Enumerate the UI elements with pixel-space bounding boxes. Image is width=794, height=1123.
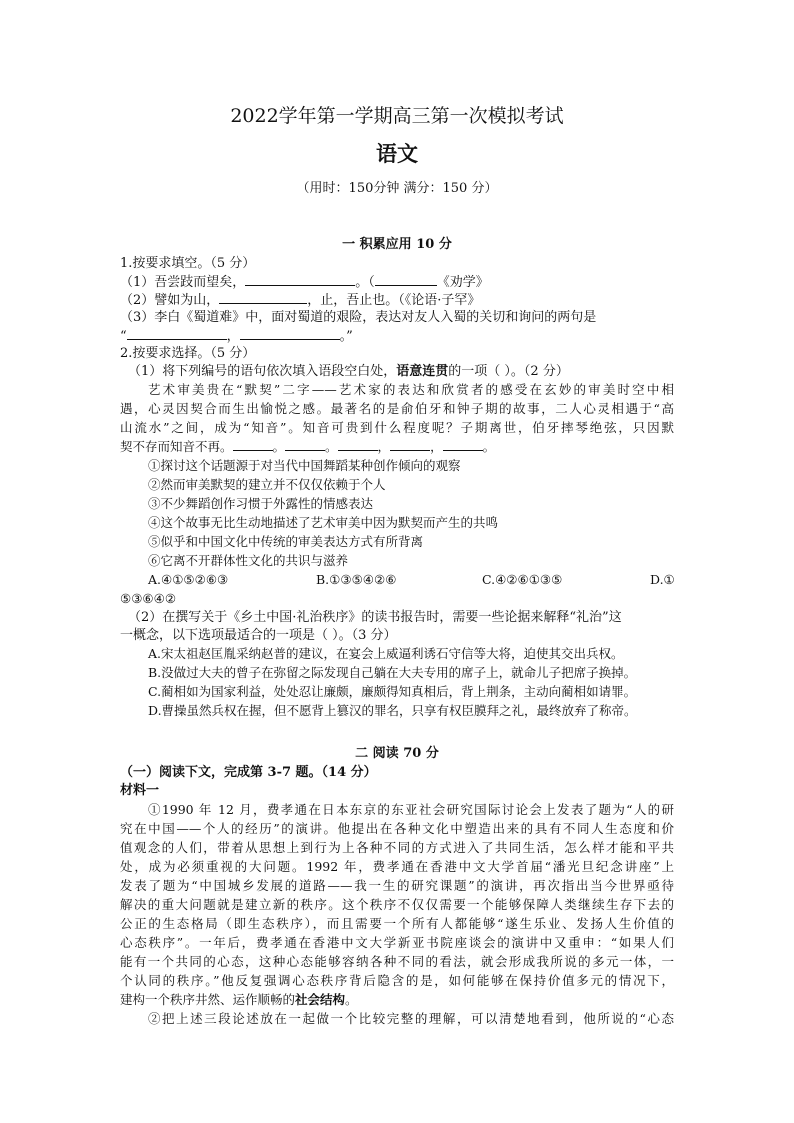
passage-blank-2[interactable] [285,438,325,451]
option-3: ③不少舞蹈创作习惯于外露性的情感表达 [148,496,374,511]
passage-blank-1[interactable] [233,438,273,451]
passage-blank-3[interactable] [338,438,378,451]
para2-line-1: ②把上述三段论述放在一起做一个比较完整的理解，可以清楚地看到，他所说的“心态 [148,1011,674,1026]
para1-last-emph: 社会结构 [295,992,346,1007]
q1a-source: 《劝学》 [436,275,489,290]
option-1: ①探讨这个话题源于对当代中国舞蹈某种创作倾向的观察 [148,458,461,473]
passage-line-1: 艺术审美贵在“默契”二字——艺术家的表达和欣赏者的感受在玄妙的审美时空中相 [148,382,674,397]
passage-text-4: 契不存而知音不再。 [120,439,233,454]
q1a-blank-2[interactable] [375,273,437,286]
para1-line-9: 能有一个共同的心态，这种心态能够容纳各种不同的看法，就会形成我所说的多元一体，一 [120,954,674,969]
q1-line-b [120,291,674,310]
para1-line-4: 处，成为必须重视的大问题。1992 年，费孝通在香港中文大学首届“潘光旦纪念讲座”上 [120,859,674,874]
p-sep-2: 。 [325,439,338,454]
quote-close: 。” [339,329,353,344]
q2-sub1-tail: 的一项（ ）。（2 分） [448,364,569,379]
material-label: 材料一 [120,783,160,798]
q1b-blank[interactable] [219,291,307,304]
q1b-text: （2）譬如为山， [120,293,220,308]
q1c-blank-1[interactable] [127,327,227,340]
option-6: ⑥它离不开群体性文化的共识与滋养 [148,553,349,568]
para1-line-10: 个认同的秩序。”他反复强调心态秩序背后隐含的是，如何能够在保持价值多元的情况下， [120,973,674,988]
p-sep-3: ， [377,439,391,454]
q2-sub2-stem-2: 一概念，以下选项最适合的一项是（ ）。（3 分） [120,628,397,643]
q1-line-c2 [120,327,674,346]
q1-line-c: （3）李白《蜀道难》中，面对蜀道的艰险，表达对友人入蜀的关切和询问的两句是 [120,310,597,325]
section2-heading: 二 阅读 70 分 [355,746,439,761]
choice-c[interactable]: C.④②⑥①③⑤ [482,572,563,587]
q1b-source: ，止，吾止也。（《论语·子罕》 [307,293,481,308]
q1a-blank-1[interactable] [245,273,355,286]
choice-d-wrap: ⑤③⑥④② [120,591,177,606]
para1-line-8: 心态秩序”。一年后，费孝通在香港中文大学新亚书院座谈会的演讲中又重申：“如果人们 [120,935,674,950]
para1-last-end: 。 [345,992,358,1007]
para1-line-7: 公正的生态格局（即生态秩序），而且需要一个所有人都能够“遂生乐业、发扬人生价值的 [120,916,674,931]
q1c-blank-2[interactable] [240,327,340,340]
para1-line-3: 值观念的人们，带着从思想上到行为上各种不同的方式进入了共同生活，怎么样才能和平共 [120,840,674,855]
q2-sub1-text: （1）将下列编号的语句依次填入语段空白处， [128,364,397,379]
exam-info: （用时：150分钟 满分：150 分） [296,181,498,196]
sub2-option-d[interactable]: D.曹操虽然兵权在握，但不愿背上篡汉的罪名，只享有权臣膜拜之礼，最终放弃了称帝。 [148,703,637,718]
passage-line-3: 山流水”之间，成为“知音”。知音可贵到什么程度呢？子期离世，伯牙摔琴绝弦，只因默 [120,420,674,435]
subject-title: 语文 [376,141,418,166]
section2-subheading: （一）阅读下文，完成第 3-7 题。（14 分） [120,765,377,780]
passage-blank-5[interactable] [443,438,483,451]
q1-stem: 1.按要求填空。（5 分） [120,256,256,271]
choice-a[interactable]: A.④①⑤②⑥③ [148,572,229,587]
exam-title: 2022学年第一学期高三第一次模拟考试 [230,105,564,127]
q2-sub2-stem-1: （2）在撰写关于《乡土中国·礼治秩序》的读书报告时，需要一些论据来解释“礼治”这 [128,610,622,625]
section1-heading: 一 积累应用 10 分 [342,237,452,252]
p-sep-1: 。 [272,439,286,454]
quote-open: “ [120,329,127,344]
sub2-option-c[interactable]: C.蔺相如为国家利益，处处忍让廉颇，廉颇得知真相后，背上荆条，主动向蔺相如请罪。 [148,684,637,699]
option-4: ④这个故事无比生动地描述了艺术审美中因为默契而产生的共鸣 [148,515,499,530]
para1-line-6: 解决的重大问题就是建立新的秩序。这个秩序不仅仅需要一个能够保障人类继续生存下去的 [120,897,674,912]
para1-line-2: 究在中国——个人的经历”的演讲。他提出在各种文化中塑造出来的具有不同人生态度和价 [120,821,674,836]
choice-b[interactable]: B.①③⑤④②⑥ [316,572,397,587]
q2-stem: 2.按要求选择。（5 分） [120,346,256,361]
choice-d[interactable]: D.① [650,572,675,587]
para1-line-5: 发表了题为“中国城乡发展的道路——我一生的研究课题”的演讲，再次指出当今世界亟待 [120,878,674,893]
q1a-sep: 。（ [355,275,375,290]
comma: ， [226,329,240,344]
sub2-option-a[interactable]: A.宋太祖赵匡胤采纳赵普的建议，在宴会上威逼利诱石守信等大将，迫使其交出兵权。 [148,646,624,661]
passage-line-4 [120,438,674,456]
para1-last-text: 建构一个秩序井然、运作顺畅的 [120,992,296,1007]
q2-sub1-stem [128,363,674,381]
para1-line-1: ①1990 年 12 月，费孝通在日本东京的东亚社会研究国际讨论会上发表了题为“人的研 [148,802,674,817]
q1-line-a [120,273,674,292]
option-5: ⑤似乎和中国文化中传统的审美表达方式有所背离 [148,534,424,549]
passage-line-2: 遇，心灵因契合而生出愉悦之感。最著名的是俞伯牙和钟子期的故事，二人心灵相遇于“高 [120,401,674,416]
option-2: ②然而审美默契的建立并不仅仅依赖于个人 [148,477,386,492]
p-sep-4: ， [430,439,443,454]
q1a-text: （1）吾尝跂而望矣， [120,275,246,290]
para1-line-11 [120,991,674,1009]
passage-blank-4[interactable] [390,438,430,451]
q2-sub1-emph: 语意连贯 [396,364,449,379]
sub2-option-b[interactable]: B.没做过大夫的曾子在弥留之际发现自己躺在大夫专用的席子上，就命儿子把席子换掉。 [148,665,637,680]
p-sep-5: 。 [482,439,496,454]
